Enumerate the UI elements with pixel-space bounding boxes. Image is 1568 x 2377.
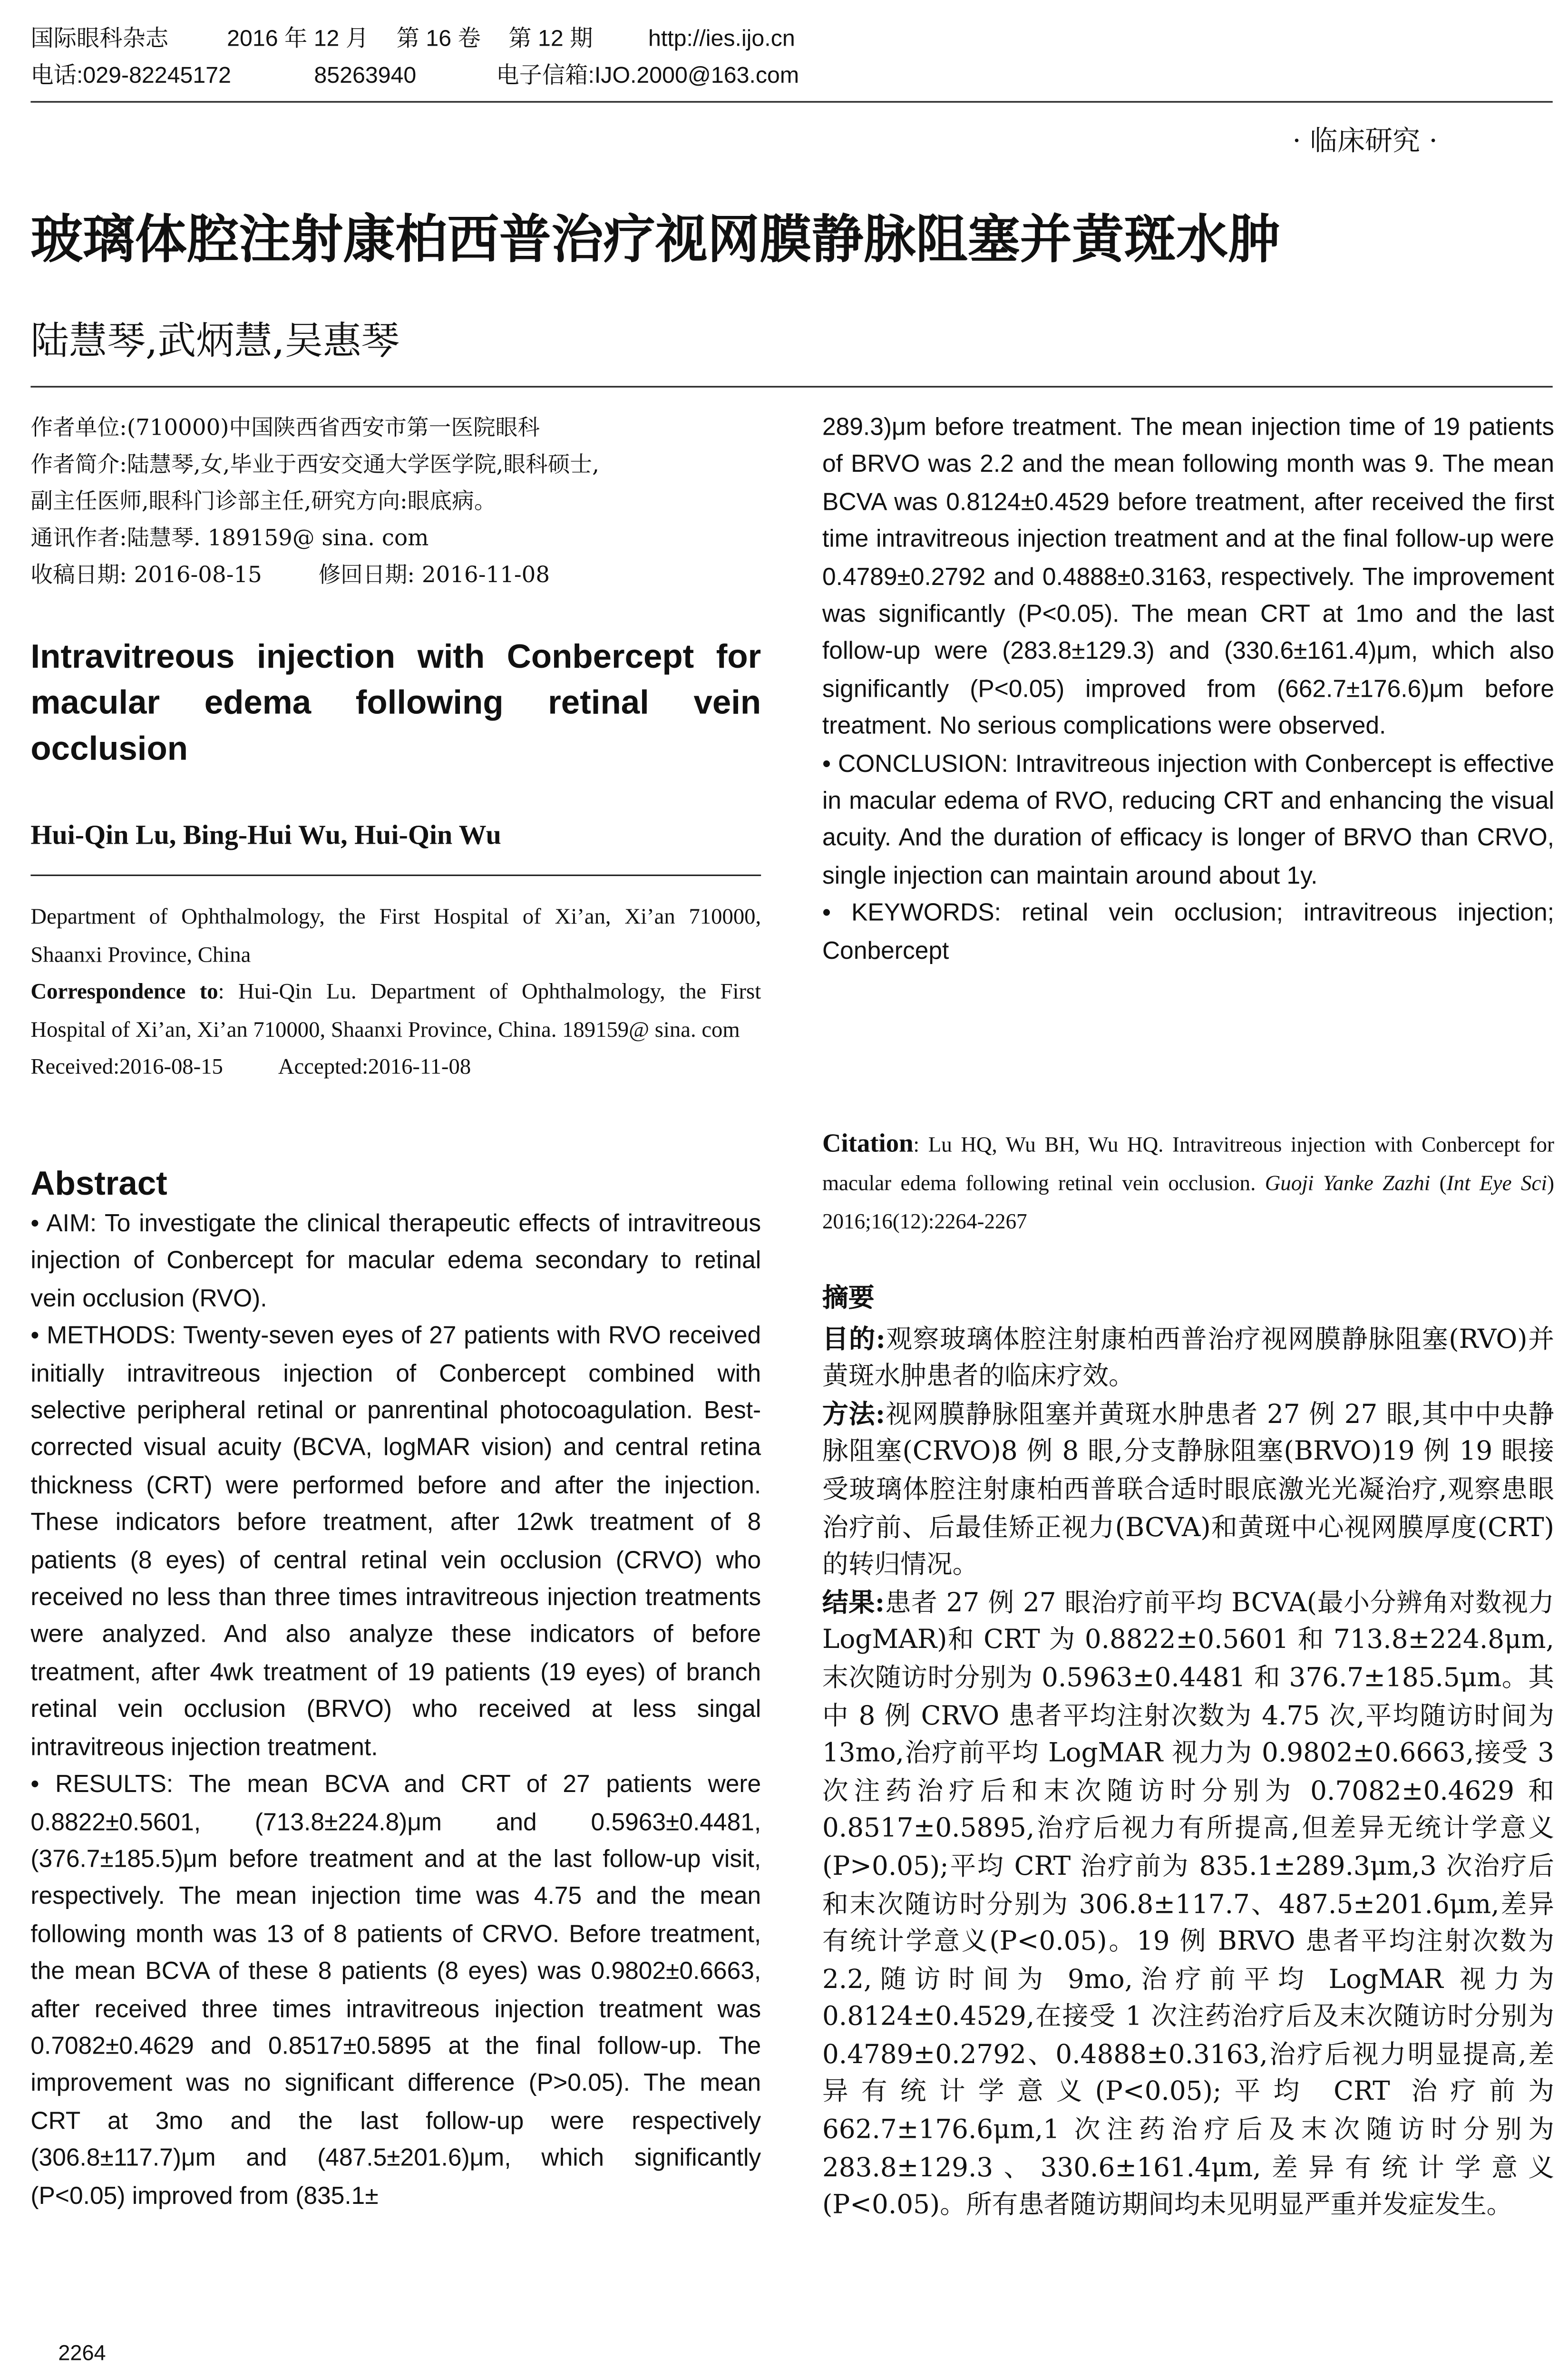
page-number: 2264 (58, 2340, 106, 2365)
cn-results (822, 1585, 1554, 2225)
cn-dates: 收稿日期: 2016-08-15 修回日期: 2016-11-08 (30, 564, 550, 588)
title-en: Intravitreous injection with Conbercept for macular edema following retinal vein occlusion (30, 637, 761, 768)
cn-aim (822, 1321, 1554, 1396)
running-header (30, 21, 1562, 95)
header-rule (30, 101, 1552, 103)
journal-name: 国际眼科杂志 (30, 26, 169, 52)
authors-en: Hui-Qin Lu, Bing-Hui Wu, Hui-Qin Wu (30, 819, 501, 850)
abstract-methods: • METHODS: Twenty-seven eyes of 27 patients with RVO received initially intravitreous injection of Conbercept combined with selective peripheral retinal or panrentinal photocoagulation. Best-corrected visual acuity (BCVA, logMAR vision) and central retina thickness (CRT) were performed before and after the injection. These indicators before treatment, after 12wk treatment of 8 patients (8 eyes) of central retinal vein occlusion (CRVO) who received no less than three times intravitreous injection treatments were analyzed. And also analyze these indicators of before treatment, after 4wk treatment of 19 patients (19 eyes) of branch retinal vein occlusion (BRVO) who received at less singal intravitreous injection treatment. (30, 1324, 761, 1761)
issue-date: 2016 年 12 月 (227, 26, 369, 52)
phone: 电话:029-82245172 (30, 63, 231, 89)
authors-rule (30, 875, 761, 876)
email[interactable]: 电子信箱:IJO.2000@163.com (496, 63, 799, 89)
accepted-en: Accepted:2016-11-08 (278, 1055, 471, 1080)
cn-aim-label: 目的: (822, 1324, 886, 1355)
cn-abstract-heading: 摘要 (822, 1283, 875, 1315)
cn-results-text: 患者 27 例 27 眼治疗前平均 BCVA(最小分辨角对数视力 LogMAR)和 CRT 为 0.8822±0.5601 和 713.8±224.8μm,末次随访时分别为 0.5963±0.4481 和 376.7±185.5μm。其中 8 例 CRVO 患者平均注射次数为 4.75 次,平均随访时间为 13mo,治疗前平均 LogMAR 视力为 0.9802±0.6663,接受 3 次注药治疗后和末次随访时分别为 0.7082±0.4629 和 0.8517±0.5895,治疗后视力有所提高,但差异无统计学意义(P>0.05);平均 CRT 治疗前为 835.1±289.3μm,3 次治疗后和末次随访时分别为 306.8±117.7、487.5±201.6μm,差异有统计学意义(P<0.05)。19 例 BRVO 患者平均注射次数为 2.2,随访时间为 9mo,治疗前平均 LogMAR 视力为 0.8124±0.4529,在接受 1 次注药治疗后及末次随访时分别为 0.4789±0.2792、0.4888±0.3163,治疗后视力明显提高,差异有统计学意义(P<0.05);平均 CRT 治疗前为 662.7±176.6μm,1 次注药治疗后及末次随访时分别为 283.8±129.3、330.6±161.4μm,差异有统计学意义(P<0.05)。所有患者随访期间均未见明显严重并发症发生。 (822, 1588, 1554, 2221)
abstract-results-cont: 289.3)μm before treatment. The mean injection time of 19 patients of BRVO was 2.2 and the mean following month was 9. The mean BCVA was 0.8124±0.4529 before treatment, after received the first time intravitreous injection treatment and at the final follow-up were 0.4789±0.2792 and 0.4888±0.3163, respectively. The improvement was significantly (P<0.05). The mean CRT at 1mo and the last follow-up were (283.8±129.3) and (330.6±161.4)μm, which also significantly (P<0.05) improved from (662.7±176.6)μm before treatment. No serious complications were observed. (822, 415, 1554, 740)
correspondence-text: : Hui-Qin Lu. Department of Ophthalmology, the First Hospital of Xi’an, Xi’an 710000, Shaanxi Province, China. 189159@ sina. com (30, 980, 761, 1042)
citation-label: Citation (822, 1129, 914, 1158)
header-line-2 (30, 58, 1562, 95)
received-en: Received:2016-08-15 (30, 1055, 223, 1080)
citation-journal-en: Int Eye Sci (1446, 1173, 1548, 1197)
cn-bio-line-2: 副主任医师,眼科门诊部主任,研究方向:眼底病。 (30, 490, 497, 515)
abstract-conclusion: • CONCLUSION: Intravitreous injection with Conbercept is effective in macular edema of RVO, reducing CRT and enhancing the visual acuity. And the duration of efficacy is longer of BRVO than CRVO, single injection can maintain around about 1y. (822, 751, 1554, 890)
issue-number: 第 12 期 (508, 26, 593, 52)
header-line-1 (30, 21, 1562, 58)
abstract-right (822, 410, 1554, 971)
abstract-heading: Abstract (30, 1164, 167, 1203)
cn-abstract (822, 1280, 1554, 2225)
abstract-keywords: • KEYWORDS: retinal vein occlusion; intravitreous injection; Conbercept (822, 901, 1554, 964)
cn-affiliation: 作者单位:(710000)中国陕西省西安市第一医院眼科 (30, 416, 540, 441)
citation: Citation: Lu HQ, Wu BH, Wu HQ. Intravitreous injection with Conbercept for macular edema following retinal vein occlusion. Guoji Yanke Zazhi (Int Eye Sci) 2016;16(12):2264-2267 (822, 1129, 1555, 1235)
volume: 第 16 卷 (396, 26, 481, 52)
cn-aim-text: 观察玻璃体腔注射康柏西普治疗视网膜静脉阻塞(RVO)并黄斑水肿患者的临床疗效。 (822, 1324, 1554, 1393)
citation-text: : Lu HQ, Wu BH, Wu HQ. Intravitreous injection with Conbercept for macular edema following retinal vein occlusion. (822, 1135, 1554, 1197)
affiliation-en: Department of Ophthalmology, the First Hospital of Xi’an, Xi’an 710000, Shaanxi Province, China (30, 905, 761, 967)
authors-cn: 陆慧琴,武炳慧,吴惠琴 (30, 318, 400, 363)
title-rule (30, 386, 1552, 388)
section-tag: · 临床研究 · (1292, 126, 1438, 158)
journal-url[interactable]: http://ies.ijo.cn (648, 26, 795, 52)
cn-results-label: 结果: (822, 1588, 885, 1619)
affiliation-block (30, 899, 761, 1086)
correspondence-label: Correspondence to (30, 980, 218, 1005)
cn-methods-label: 方法: (822, 1399, 886, 1431)
cn-methods-text: 视网膜静脉阻塞并黄斑水肿患者 27 例 27 眼,其中中央静脉阻塞(CRVO)8 例 8 眼,分支静脉阻塞(BRVO)19 例 19 眼接受玻璃体腔注射康柏西普联合适时眼底激光光凝治疗,观察患眼治疗前、后最佳矫正视力(BCVA)和黄斑中心视网膜厚度(CRT)的转归情况。 (822, 1399, 1554, 1581)
cn-methods (822, 1396, 1554, 1585)
title-cn (30, 205, 1547, 276)
abstract-left (30, 1207, 761, 2216)
phone-2: 85263940 (314, 63, 417, 89)
received-accepted (30, 1049, 761, 1087)
citation-journal: Guoji Yanke Zazhi (1265, 1173, 1431, 1197)
abstract-aim: • AIM: To investigate the clinical therapeutic effects of intravitreous injection of Conbercept for macular edema secondary to retinal vein occlusion (RVO). (30, 1211, 761, 1313)
cn-bio-line-1: 作者简介:陆慧琴,女,毕业于西安交通大学医学院,眼科硕士, (30, 453, 599, 478)
title-cn-text: 玻璃体腔注射康柏西普治疗视网膜静脉阻塞并黄斑水肿 (30, 210, 1280, 272)
citation-tail: 2016;16(12):2264-2267 (822, 1211, 1027, 1235)
correspondence (30, 974, 761, 1049)
cn-corresponding: 通讯作者:陆慧琴. 189159@ sina. com (30, 526, 429, 552)
abstract-results: • RESULTS: The mean BCVA and CRT of 27 patients were 0.8822±0.5601, (713.8±224.8)μm and 0.5963±0.4481, (376.7±185.5)μm before treatment and at the last follow-up visit, respectively. The mean injection time was 4.75 and the mean following month was 13 of 8 patients of CRVO. Before treatment, the mean BCVA of these 8 patients (8 eyes) was 0.9802±0.6663, after received three times intravitreous injection treatment was 0.7082±0.4629 and 0.8517±0.5895 at the final follow-up. The improvement was no significant difference (P>0.05). The mean CRT at 3mo and the last follow-up were respectively (306.8±117.7)μm and (487.5±201.6)μm, which significantly (P<0.05) improved from (835.1± (30, 1772, 761, 2210)
cn-meta (30, 410, 765, 594)
